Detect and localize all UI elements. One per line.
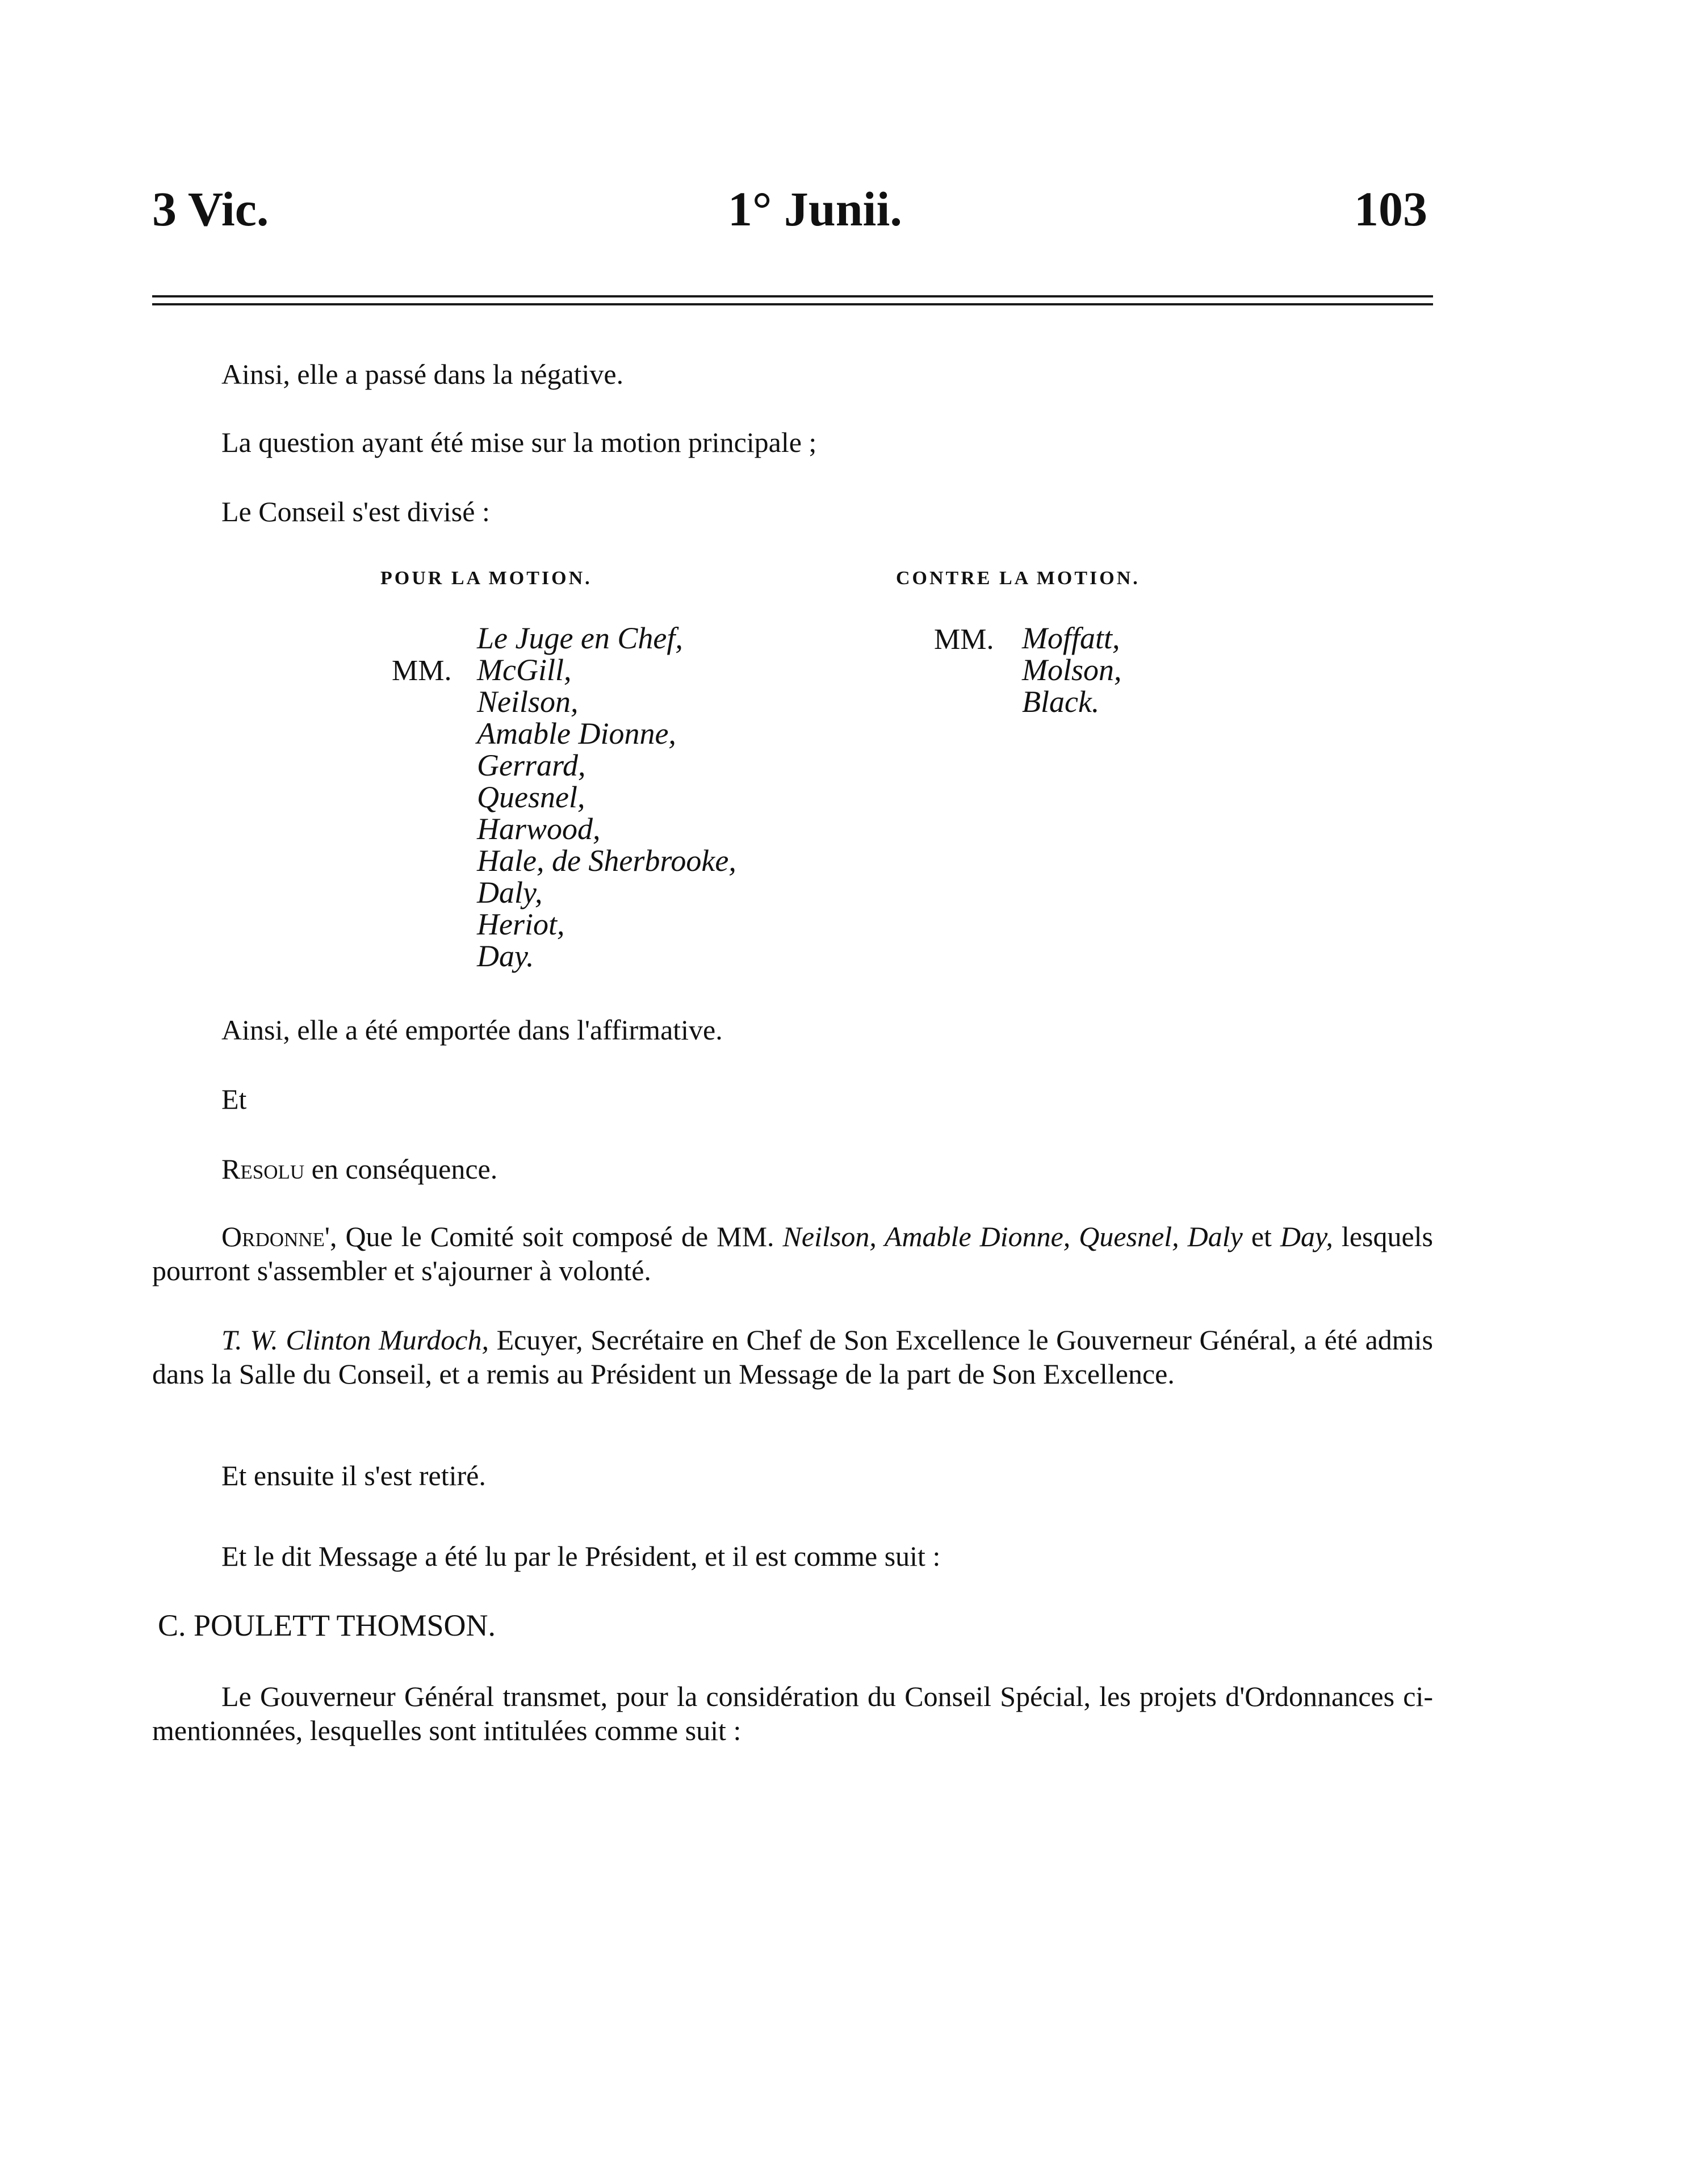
contre-names-list [1022, 622, 1122, 718]
contre-mm-label: MM. [934, 623, 994, 656]
pour-name-9: Heriot, [477, 907, 565, 941]
pour-name-2: Neilson, [477, 685, 579, 719]
governor-signature: C. POULETT THOMSON. [158, 1608, 496, 1642]
ordonne-text-1: Que le Comité soit composé de MM. [337, 1221, 783, 1252]
paragraph-message-read: Et le dit Message a été lu par le Président, et il est comme suit : [221, 1540, 941, 1572]
pour-name-6: Harwood, [477, 812, 601, 846]
resolu-rest: en conséquence. [304, 1153, 498, 1185]
pour-name-3: Amable Dionne, [477, 716, 676, 751]
transmission-text: Le Gouverneur Général transmet, pour la considération du Conseil Spécial, les projets d'Ordonnances ci-mentionnées, lesquelles sont intitulées comme suit : [152, 1680, 1433, 1746]
paragraph-question: La question ayant été mise sur la motion principale ; [221, 426, 817, 458]
pour-name-7: Hale, de Sherbrooke, [477, 844, 736, 878]
header-date: 1° Junii. [728, 182, 902, 236]
paragraph-retire: Et ensuite il s'est retiré. [221, 1460, 486, 1491]
header-rule-bottom [152, 303, 1433, 305]
ordonne-text-2: et [1242, 1221, 1280, 1252]
pour-name-0: Le Juge en Chef, [477, 621, 683, 655]
header-rule-top [152, 295, 1433, 297]
contre-heading: CONTRE LA MOTION. [896, 568, 1140, 589]
paragraph-et: Et [221, 1083, 247, 1115]
pour-name-5: Quesnel, [477, 780, 585, 814]
secretary-name: T. W. Clinton Murdoch, [221, 1324, 489, 1356]
paragraph-division: Le Conseil s'est divisé : [221, 496, 490, 527]
pour-heading: POUR LA MOTION. [380, 568, 592, 589]
header-regnal-year: 3 Vic. [152, 182, 269, 236]
pour-name-8: Daly, [477, 875, 543, 909]
paragraph-murdoch [152, 1323, 1433, 1391]
committee-names: Neilson, Amable Dionne, Quesnel, Daly [782, 1221, 1243, 1252]
pour-name-10: Day. [477, 939, 534, 973]
pour-name-4: Gerrard, [477, 748, 586, 782]
committee-name-last: Day, [1280, 1221, 1333, 1252]
paragraph-transmission [152, 1679, 1433, 1747]
paragraph-ordonne [152, 1219, 1433, 1288]
resolu-lead: Resolu [221, 1153, 305, 1185]
paragraph-affirmative: Ainsi, elle a été emportée dans l'affirmative. [221, 1014, 723, 1046]
pour-names-list [477, 622, 736, 972]
page-number: 103 [1354, 182, 1427, 236]
contre-name-2: Black. [1022, 685, 1100, 719]
paragraph-resolu [221, 1152, 497, 1185]
contre-name-1: Molson, [1022, 653, 1122, 687]
pour-name-1: McGill, [477, 653, 572, 687]
murdoch-text: Ecuyer, Secrétaire en Chef de Son Excellence le Gouverneur Général, a été admis dans la Salle du Conseil, et a remis au Président un Message de la part de Son Excellence. [152, 1324, 1433, 1390]
contre-name-0: Moffatt, [1022, 621, 1120, 655]
ordonne-lead: Ordonne', [221, 1221, 337, 1252]
pour-mm-label: MM. [392, 655, 452, 687]
paragraph-negative: Ainsi, elle a passé dans la négative. [221, 358, 624, 390]
ordonne-text-3: lesquels pourront s'assembler et s'ajourner à volonté. [152, 1221, 1434, 1286]
